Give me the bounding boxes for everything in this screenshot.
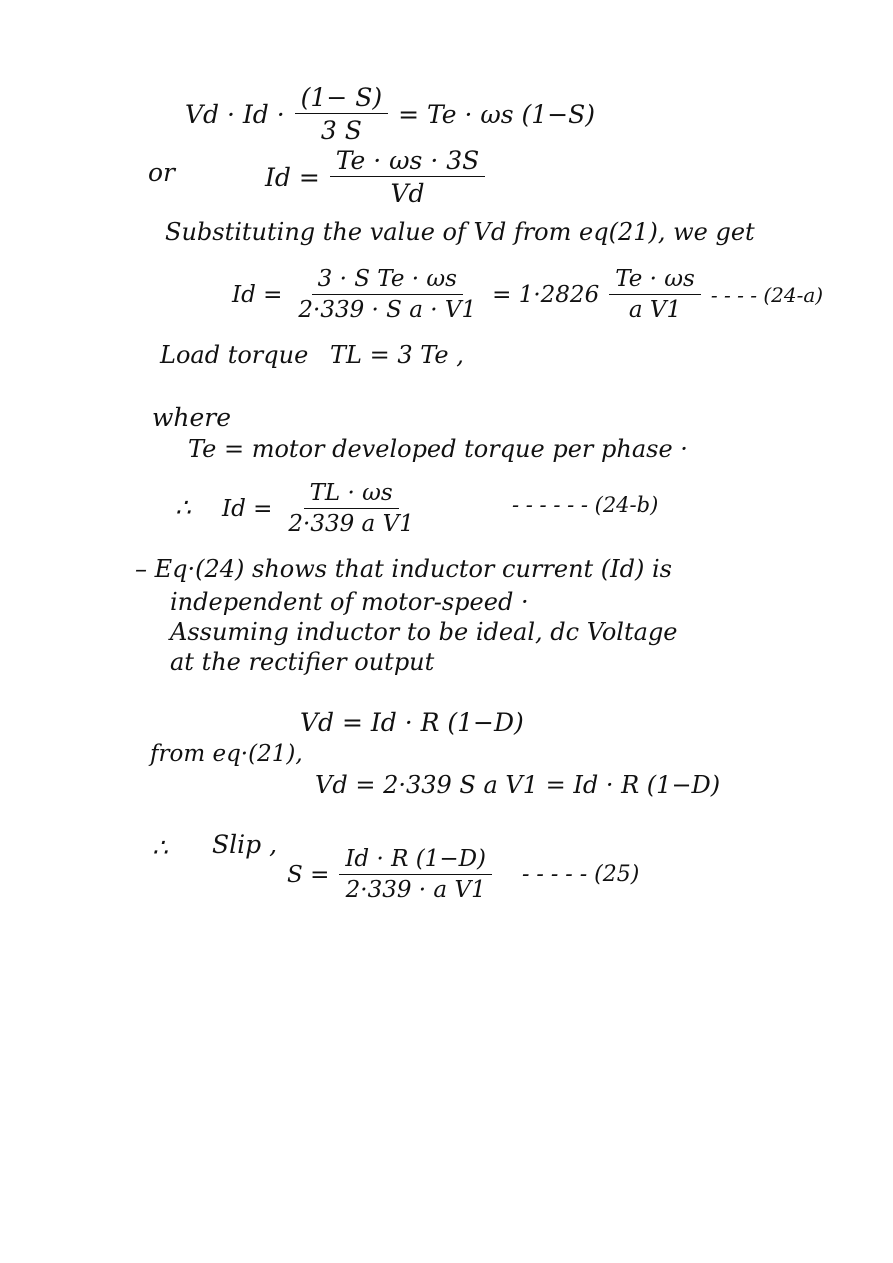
- eq-24a-fraction-2: [609, 268, 701, 322]
- eq-24b-fraction: [282, 482, 419, 536]
- from-eq-label: from eq·(21),: [150, 741, 303, 767]
- eq-id-fraction: [330, 148, 485, 206]
- or-label: or: [148, 158, 176, 187]
- equation-vd: Vd = Id · R (1−D): [300, 708, 524, 737]
- eq-24a-frac1-den: 2·339 · S a · V1: [298, 297, 477, 323]
- load-torque-expr: TL = 3 Te ,: [330, 341, 464, 369]
- eq-24b-tag: - - - - - - (24-b): [512, 493, 659, 517]
- eq-24a-lhs: Id =: [232, 281, 283, 308]
- substituting-text: Substituting the value of Vd from eq(21), we get: [165, 218, 755, 246]
- equation-24b: [222, 482, 420, 536]
- eq-24b-frac-den: 2·339 a V1: [288, 511, 414, 537]
- equation-power-balance: [185, 85, 595, 143]
- eq-id-lhs: Id =: [265, 162, 320, 192]
- eq-24a-frac2-den: a V1: [628, 297, 682, 323]
- paragraph-line-3: Assuming inductor to be ideal, dc Voltage: [170, 618, 678, 646]
- eq-25-frac-den: 2·339 · a V1: [345, 877, 486, 903]
- eq-24a-frac2-num: Te · ωs: [609, 268, 701, 295]
- equation-vd-2: Vd = 2·339 S a V1 = Id · R (1−D): [315, 771, 721, 799]
- slip-label: Slip ,: [212, 830, 278, 859]
- eq-power-rhs: = Te · ωs (1−S): [398, 99, 596, 129]
- eq-24a-frac1-num: 3 · S Te · ωs: [312, 268, 463, 295]
- where-label: where: [152, 403, 232, 432]
- eq-25-tag: - - - - - (25): [522, 862, 640, 887]
- eq-25-frac-num: Id · R (1−D): [339, 848, 492, 875]
- eq-power-fraction: [295, 85, 388, 143]
- eq-id-frac-num: Te · ωs · 3S: [330, 148, 485, 177]
- eq-24b-frac-num: TL · ωs: [304, 482, 399, 509]
- paragraph-line-1: – Eq·(24) shows that inductor current (Id) is: [135, 555, 672, 583]
- eq-power-frac-den: 3 S: [320, 116, 362, 145]
- equation-24a: [232, 268, 823, 322]
- eq-power-frac-num: (1− S): [295, 85, 388, 114]
- equation-id: [265, 148, 485, 206]
- eq-24a-tag: - - - - (24-a): [710, 283, 824, 307]
- load-torque-label: Load torque: [160, 341, 309, 369]
- equation-25: [287, 848, 492, 902]
- eq-25-therefore: ∴: [152, 833, 168, 862]
- eq-25-fraction: [339, 848, 492, 902]
- paragraph-line-2: independent of motor-speed ·: [170, 588, 529, 616]
- eq-id-frac-den: Vd: [390, 179, 425, 208]
- paragraph-line-4: at the rectifier output: [170, 648, 435, 676]
- eq-24b-therefore: ∴: [175, 493, 191, 522]
- eq-24a-fraction-1: [292, 268, 482, 322]
- eq-25-lhs: S =: [287, 861, 330, 888]
- eq-24b-lhs: Id =: [222, 495, 273, 522]
- eq-power-lhs: Vd · Id ·: [185, 99, 285, 129]
- te-definition: Te = motor developed torque per phase ·: [188, 435, 688, 463]
- eq-24a-mid: = 1·2826: [492, 281, 600, 308]
